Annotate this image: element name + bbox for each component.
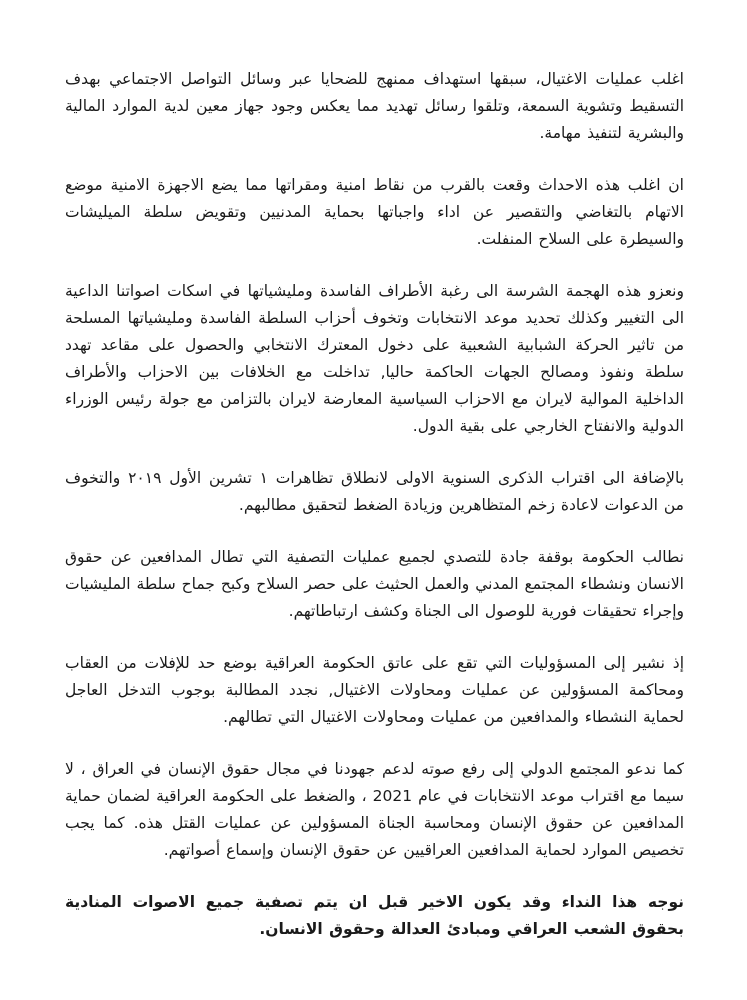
paragraph-accountability-responsibilities: إذ نشير إلى المسؤوليات التي تقع على عاتق الحكومة العراقية بوضع حد للإفلات من العقاب ومحاكمة المسؤولين عن عمليات ومحاولات الاغتيال, نجدد المطالبة بوجوب التدخل العاجل لحماية النشطاء والمدافعين من عمليات ومحاولات الاغتيال التي تطالهم. bbox=[65, 654, 684, 726]
paragraph-corrupt-parties-motive: ونعزو هذه الهجمة الشرسة الى رغبة الأطراف الفاسدة ومليشياتها في اسكات اصواتنا الداعية الى التغيير وكذلك تحديد موعد الانتخابات وتخوف أحزاب السلطة الفاسدة ومليشياتها المسلحة من تاثير الحركة الشبابية الشعبية على دخول المعترك الانتخابي والحصول على مقاعد تهدد سلطة ونفوذ ومصالح الجهات الحاكمة حاليا, تداخلت مع الخلافات بين الاحزاب والأطراف الداخلية الموالية لايران مع الاحزاب السياسية المعارضة لايران بالتزامن مع جولة رئيس الوزراء الدولية والانفتاح الخارجي على بقية الدول. bbox=[65, 282, 684, 435]
paragraph-demand-government-action: نطالب الحكومة بوقفة جادة للتصدي لجميع عمليات التصفية التي تطال المدافعين عن حقوق الانسان ونشطاء المجتمع المدني والعمل الحثيث على حصر السلاح وكبح جماح سلطة المليشيات وإجراء تحقيقات فورية للوصول الى الجناة وكشف ارتباطاتهم. bbox=[65, 548, 684, 620]
paragraph-assassination-targeting: اغلب عمليات الاغتيال، سبقها استهداف ممنهج للضحايا عبر وسائل التواصل الاجتماعي بهدف التسقيط وتشوية السمعة، وتلقوا رسائل تهديد مما يعكس وجود جهاز معين لدية الموارد المالية والبشرية لتنفيذ مهامة. bbox=[65, 70, 684, 142]
paragraph-october-anniversary: بالإضافة الى اقتراب الذكرى السنوية الاولى لانطلاق تظاهرات ١ تشرين الأول ٢٠١٩ والتخوف من الدعوات لاعادة زخم المتظاهرين وزيادة الضغط لتحقيق مطالبهم. bbox=[65, 469, 685, 514]
paragraph-international-community-call: كما ندعو المجتمع الدولي إلى رفع صوته لدعم جهودنا في مجال حقوق الإنسان في العراق ، لا سيما مع اقتراب موعد الانتخابات في عام 2021 ، والضغط على الحكومة العراقية لضمان حماية المدافعين عن حقوق الإنسان ومحاسبة الجناة المسؤولين عن عمليات القتل هذه. كما يجب تخصيص الموارد لحماية المدافعين العراقيين عن حقوق الإنسان وإسماع أصواتهم. bbox=[65, 760, 684, 859]
closing-appeal-paragraph: نوجه هذا النداء وقد يكون الاخير قبل ان يتم تصفية جميع الاصوات المنادية بحقوق الشعب العراقي ومبادئ العدالة وحقوق الانسان. bbox=[65, 893, 684, 938]
paragraph-security-forces-blame: ان اغلب هذه الاحداث وقعت بالقرب من نقاط امنية ومقراتها مما يضع الاجهزة الامنية موضع الاتهام بالتغاضي والتقصير عن اداء واجباتها بحماية المدنيين وتقويض سلطة الميليشات والسيطرة على السلاح المنفلت. bbox=[65, 176, 684, 248]
